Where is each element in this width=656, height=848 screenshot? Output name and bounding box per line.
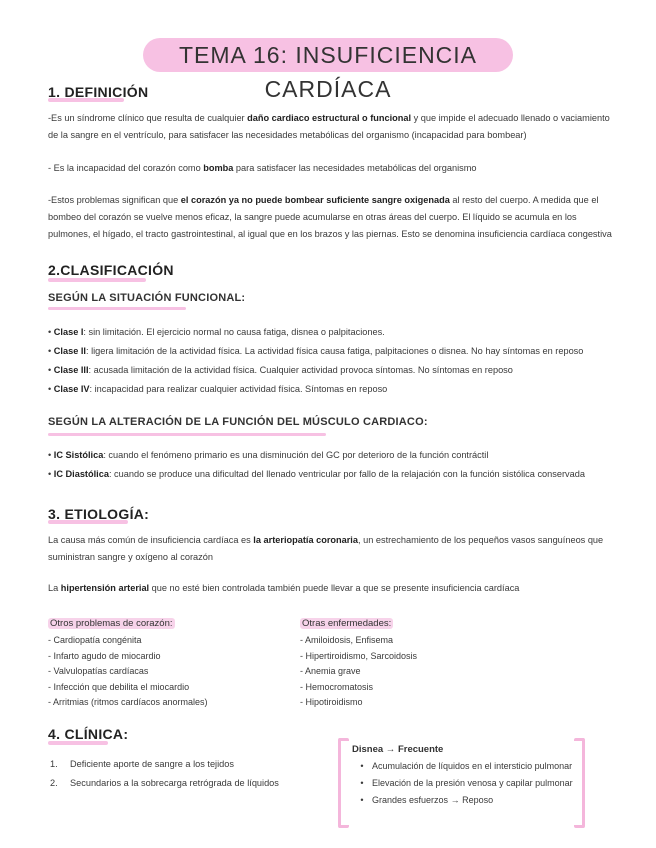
- heading-text: 2.CLASIFICACIÓN: [48, 262, 174, 278]
- heading-text: 3. ETIOLOGÍA:: [48, 506, 150, 522]
- section-definicion-heading: [48, 84, 148, 100]
- definition-paragraph-1: -Es un síndrome clínico que resulta de cualquier daño cardiaco estructural o funcional y que impide el adecuado llenado o vaciamiento de la sangre en el ventrículo, para satisfacer las necesidades metabólicas del organismo (incapacidad para bombear): [48, 113, 610, 140]
- subheading-underline: [48, 307, 186, 310]
- dyspnea-heading: Disnea → Frecuente: [352, 744, 444, 755]
- list-item: 1. Deficiente aporte de sangre a los tejidos: [50, 759, 234, 769]
- etiology-paragraph-2: La hipertensión arterial que no esté bien controlada también puede llevar a que se presente insuficiencia cardíaca: [48, 583, 520, 593]
- list-item: • IC Diastólica: cuando se produce una dificultad del llenado ventricular por fallo de la relajación con la función sistólica conservada: [48, 469, 585, 479]
- list-item: - Valvulopatías cardíacas: [48, 666, 149, 676]
- list-item: • IC Sistólica: cuando el fenómeno primario es una disminución del GC por deterioro de la función contráctil: [48, 450, 489, 460]
- column-title: Otros problemas de corazón:: [50, 618, 173, 629]
- right-bracket: [574, 738, 585, 828]
- heading-text: 4. CLÍNICA:: [48, 726, 129, 742]
- list-item: - Hipotiroidismo: [300, 697, 363, 707]
- class-list: [48, 323, 583, 399]
- heading-underline: [48, 278, 146, 282]
- subheading-situacion-funcional: SEGÚN LA SITUACIÓN FUNCIONAL:: [48, 292, 245, 304]
- list-item: • Acumulación de líquidos en el intersticio pulmonar: [360, 761, 573, 771]
- subheading-underline: [48, 433, 326, 436]
- list-item: - Amiloidosis, Enfisema: [300, 635, 394, 645]
- list-item: - Arritmias (ritmos cardíacos anormales): [48, 697, 208, 707]
- list-item: 2. Secundarios a la sobrecarga retrógrada de líquidos: [50, 778, 279, 788]
- subheading-funcion-musculo: SEGÚN LA ALTERACIÓN DE LA FUNCIÓN DEL MÚSCULO CARDIACO:: [48, 416, 428, 428]
- list-item: • Clase III: acusada limitación de la actividad física. Cualquier actividad provoca síntomas. No síntomas en reposo: [48, 365, 513, 375]
- left-bracket: [338, 738, 349, 828]
- list-item: • Clase II: ligera limitación de la actividad física. La actividad física causa fatiga, palpitaciones o disnea. No hay síntomas en reposo: [48, 346, 584, 356]
- list-item: - Infección que debilita el miocardio: [48, 681, 190, 692]
- list-item: • Elevación de la presión venosa y capilar pulmonar: [360, 778, 573, 788]
- page-title: TEMA 16: INSUFICIENCIA CARDÍACA: [143, 38, 513, 72]
- section-clasificacion-heading: [48, 262, 174, 278]
- other-diseases: [300, 613, 417, 711]
- list-item: • Clase I: sin limitación. El ejercicio normal no causa fatiga, disnea o palpitaciones.: [48, 327, 385, 337]
- clinic-numbered-list: [50, 755, 279, 793]
- etiology-paragraph-1: La causa más común de insuficiencia cardíaca es la arteriopatía coronaria, un estrechamiento de los pequeños vasos sanguíneos que suministran sangre y oxígeno al corazón: [48, 535, 604, 562]
- list-item: - Hemocromatosis: [300, 681, 374, 692]
- dyspnea-box: [352, 742, 574, 809]
- definition-paragraph-2: - Es la incapacidad del corazón como bomba para satisfacer las necesidades metabólicas del organismo: [48, 163, 477, 173]
- arrow-right-icon: →: [450, 795, 460, 805]
- other-heart-problems: [48, 613, 208, 711]
- list-item: • Clase IV: incapacidad para realizar cualquier actividad física. Síntomas en reposo: [48, 384, 388, 394]
- list-item: - Cardiopatía congénita: [48, 635, 142, 645]
- list-item: - Anemia grave: [300, 666, 361, 676]
- section-clinica-heading: [48, 726, 128, 742]
- list-item: - Hipertiroidismo, Sarcoidosis: [300, 650, 418, 661]
- ic-list: [48, 446, 585, 484]
- list-item: • Grandes esfuerzos → Reposo: [360, 795, 494, 805]
- heading-text: 1. DEFINICIÓN: [48, 84, 149, 100]
- column-title: Otras enfermedades:: [302, 618, 392, 629]
- list-item: - Infarto agudo de miocardio: [48, 650, 161, 661]
- section-etiologia-heading: [48, 506, 149, 522]
- definition-paragraph-3: -Estos problemas significan que el corazón ya no puede bombear suficiente sangre oxigenada al resto del cuerpo. A medida que el bombeo del corazón se vuelve menos eficaz, la sangre puede acumularse en otras áreas del cuerpo. El líquido se acumula en los pulmones, el hígado, el tracto gastrointestinal, al igual que en los brazos y las piernas. Esto se denomina insuficiencia cardíaca congestiva: [48, 195, 612, 239]
- arrow-right-icon: →: [385, 744, 396, 755]
